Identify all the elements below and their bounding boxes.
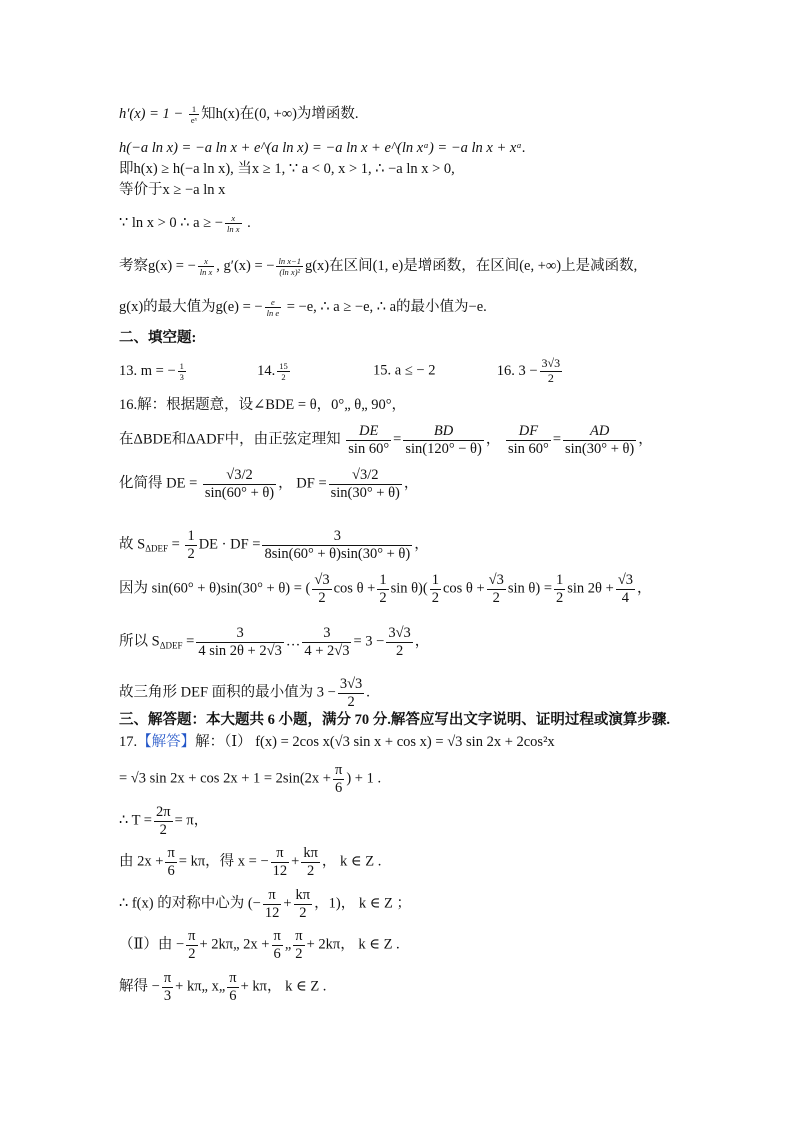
fraction — [403, 423, 484, 457]
math-text: 三、解答题：本大题共 6 小题，满分 70 分.解答应写出文字说明、证明过程或演算步骤. — [119, 712, 670, 728]
math-text: ， k ∈ Z . — [321, 853, 382, 870]
math-text: 3√3 — [388, 625, 411, 641]
fraction — [346, 423, 391, 457]
math-text: sin(120° − θ) — [405, 440, 482, 457]
math-text: 2 — [395, 642, 404, 659]
line-inequality — [119, 162, 455, 177]
math-text: DE — [346, 423, 391, 441]
math-text: 二、填空题: — [119, 330, 197, 346]
fraction — [616, 572, 635, 606]
solution-16-area — [119, 528, 429, 562]
fraction — [277, 361, 290, 382]
math-text: sin θ) = — [507, 580, 553, 597]
fraction — [263, 887, 282, 921]
math-text: √3/2 — [329, 467, 402, 485]
fraction — [293, 928, 304, 962]
fraction — [272, 928, 283, 962]
line-equivalent — [119, 183, 225, 198]
fraction — [185, 528, 196, 562]
math-text: ln e — [266, 308, 280, 319]
math-text: eˣ — [190, 115, 198, 126]
math-text: = 3 − — [353, 633, 385, 650]
math-text: sin θ)( — [390, 580, 428, 597]
math-text: 3√3 — [541, 356, 561, 370]
math-text: 2 — [299, 904, 307, 921]
math-text: π — [167, 845, 175, 861]
math-text: 1 — [556, 572, 564, 588]
math-text: √3 — [314, 572, 330, 588]
math-text: . — [366, 684, 370, 701]
math-text: = — [552, 431, 562, 448]
fraction — [563, 423, 636, 457]
math-text: π — [273, 928, 281, 944]
fraction — [386, 625, 412, 659]
fraction — [506, 423, 551, 457]
math-text: 故三角形 DEF 面积的最小值为 3 − — [119, 684, 336, 701]
fraction — [377, 572, 388, 606]
math-text: 2 — [492, 589, 500, 606]
answer-15: 15. a ≤ − 2 — [373, 362, 436, 379]
fraction — [312, 572, 331, 606]
math-text: sin(60° + θ) — [204, 484, 275, 501]
math-text: √3 — [617, 572, 634, 588]
math-text: sin(30° + θ) — [565, 440, 635, 457]
math-text: 1 — [179, 360, 184, 371]
math-text: BD — [403, 423, 484, 441]
solution-16-therefore — [119, 625, 429, 659]
math-text: cos θ + — [442, 580, 485, 597]
math-text: 2π — [156, 804, 171, 820]
fraction — [225, 213, 242, 234]
math-text: (ln x)² — [279, 267, 301, 278]
math-text: ， — [414, 536, 429, 553]
solution-16-intro — [119, 398, 406, 413]
answer-tag: 【解答】 — [137, 734, 196, 750]
math-text: e — [265, 297, 282, 308]
fraction — [271, 845, 290, 879]
solution-17-part1 — [119, 735, 555, 750]
math-text: 2 — [281, 371, 286, 382]
fraction — [198, 256, 215, 277]
math-text: h(−a ln x) = −a ln x + e^(a ln x) = −a ln x + e^(ln xᵃ) = −a ln x + xᵃ. — [119, 140, 526, 156]
fill-answers — [119, 357, 564, 386]
math-text: 3 — [302, 625, 351, 643]
math-text: ，1)， k ∈ Z ； — [314, 895, 412, 912]
math-text: DF — [506, 423, 551, 441]
math-text: π — [163, 970, 172, 986]
math-text: + — [283, 895, 292, 912]
math-text: ， — [637, 580, 652, 597]
solution-16-conclusion — [119, 676, 370, 710]
math-text: π — [263, 887, 282, 905]
math-text: sin(30° + θ) — [330, 484, 400, 501]
math-text: 3 — [179, 371, 184, 382]
math-text: ln x — [226, 224, 240, 235]
math-text: h′(x) = 1 − — [119, 106, 187, 123]
math-text: cos θ + — [333, 580, 376, 597]
math-text: , g′(x) = − — [216, 258, 275, 275]
math-text: „ — [284, 936, 292, 953]
math-text: ， — [403, 475, 419, 492]
math-text: 1 — [189, 104, 199, 115]
math-text: ln x — [199, 267, 213, 278]
math-text: 17. — [119, 734, 138, 750]
math-text: 2 — [306, 862, 315, 879]
math-text: 2 — [295, 945, 303, 962]
fraction — [154, 804, 173, 838]
math-text: 6 — [167, 862, 175, 879]
math-text: 2 — [188, 945, 196, 962]
math-text: + kπ„ x„ — [175, 978, 226, 995]
solution-16-simplify — [119, 467, 418, 501]
math-text: 8sin(60° + θ)sin(30° + θ) — [264, 545, 411, 562]
math-text: sin 60° — [507, 440, 549, 457]
fraction — [333, 762, 344, 796]
math-text: 3 — [262, 528, 412, 546]
math-text: + — [291, 853, 300, 870]
math-text: √3/2 — [203, 467, 276, 485]
fraction — [162, 970, 173, 1004]
math-text: ∵ ln x > 0 ∴ a ≥ − — [119, 215, 223, 232]
answer-14: 14. $\frac{15}{2}$ — [257, 360, 288, 382]
fraction — [203, 467, 276, 501]
math-text: g(x)在区间(1, e)是增函数，在区间(e, +∞)上是减函数, — [304, 258, 638, 275]
solution-17-range — [119, 970, 326, 1004]
math-text: √3 — [488, 572, 504, 588]
solution-17-part2 — [119, 928, 400, 962]
fraction — [302, 625, 351, 659]
solution-17-solve — [119, 845, 381, 879]
solution-16-sine-law — [119, 423, 653, 457]
math-text: 1 — [379, 572, 387, 588]
math-text: ) + 1 . — [346, 770, 382, 787]
math-text: 6 — [335, 779, 343, 796]
math-text: 6 — [273, 945, 281, 962]
answer-16: 16. 3 − $\frac{3√3}{2}$ — [496, 356, 561, 385]
math-text: sin 60° — [348, 440, 390, 457]
fraction — [554, 572, 565, 606]
fraction — [165, 845, 176, 879]
math-text: ΔDEF — [159, 640, 183, 651]
math-text: 3√3 — [339, 676, 363, 692]
solution-17-simplify — [119, 762, 381, 796]
fraction — [338, 676, 364, 710]
math-text: + 2kπ， k ∈ Z . — [306, 936, 400, 953]
math-text: ， — [485, 431, 501, 448]
fraction — [301, 845, 320, 879]
solution-16-product — [119, 572, 652, 606]
math-text: 15 — [279, 360, 288, 371]
math-text: + 2kπ„ 2x + — [199, 936, 270, 953]
math-text: 2 — [556, 589, 564, 606]
math-text: = — [393, 431, 402, 448]
math-text: kπ — [295, 887, 311, 903]
fraction — [540, 357, 563, 386]
math-text: = — [182, 633, 195, 650]
math-text: 2 — [379, 589, 387, 606]
math-text: ln x−1 — [278, 256, 301, 266]
math-text: 由 2x + — [119, 853, 164, 870]
fraction — [227, 970, 238, 1004]
math-text: 故 S — [119, 536, 146, 553]
fraction — [178, 361, 186, 382]
math-text: = −e, ∴ a ≥ −e, ∴ a的最小值为−e. — [283, 299, 487, 316]
math-text: 解得 − — [119, 978, 160, 995]
solution-17-period — [119, 804, 208, 838]
fraction — [189, 104, 199, 125]
fraction — [196, 625, 284, 659]
math-text: 1 — [187, 528, 195, 544]
math-text: 知h(x)在(0, +∞)为增函数. — [201, 106, 359, 123]
math-text: 6 — [229, 987, 237, 1004]
math-text: 等价于x ≥ −a ln x — [119, 182, 226, 198]
math-text: π — [295, 928, 303, 944]
math-text: 4 sin 2θ + 2√3 — [198, 642, 282, 659]
math-text: sin 2θ + — [567, 580, 614, 597]
math-text: DE · DF = — [198, 536, 261, 553]
line-h-derivative — [119, 104, 359, 125]
line-g-max — [119, 297, 487, 318]
math-text: g(x)的最大值为g(e) = − — [119, 299, 263, 316]
math-text: （Ⅱ）由 − — [119, 936, 185, 953]
math-text: 12 — [272, 862, 288, 879]
math-text: ， — [414, 633, 430, 650]
fraction — [430, 572, 441, 606]
math-text: 化简得 DE = — [119, 475, 198, 492]
math-text: x — [225, 213, 242, 224]
math-text: ， DF = — [278, 475, 327, 492]
line-consider-g — [119, 256, 637, 277]
math-text: ∴ T = — [119, 812, 152, 829]
math-text: 考察g(x) = − — [119, 258, 196, 275]
math-text: 4 — [621, 589, 630, 606]
fraction — [186, 928, 197, 962]
math-text: 即h(x) ≥ h(−a ln x), 当x ≥ 1, ∵ a < 0, x > 1, ∴ −a ln x > 0, — [119, 161, 455, 177]
fraction — [265, 297, 282, 318]
math-text: 所以 S — [119, 633, 160, 650]
math-text: 2 — [431, 589, 439, 606]
math-text: 4 + 2√3 — [304, 642, 350, 659]
math-text: 16.解：根据题意，设∠BDE = θ，0°„ θ„ 90°， — [119, 397, 407, 413]
math-text: + kπ， k ∈ Z . — [240, 978, 327, 995]
math-text: π — [229, 970, 237, 986]
math-text: 在ΔBDE和ΔADF中，由正弦定理知 — [119, 431, 341, 448]
solution-17-center — [119, 887, 411, 921]
math-text: 2 — [318, 589, 326, 606]
math-text: 2 — [159, 821, 167, 838]
math-text: 12 — [264, 904, 280, 921]
math-text: kπ — [303, 845, 318, 861]
math-text: ∴ f(x) 的对称中心为 (− — [119, 895, 261, 912]
math-text: = π， — [174, 812, 209, 829]
fraction — [276, 256, 303, 277]
math-text: 2 — [347, 693, 355, 710]
fraction — [262, 528, 412, 562]
math-text: 1 — [431, 572, 439, 588]
math-text: = kπ，得 x = − — [178, 853, 269, 870]
answer-13: 13. m = − $\frac{1}{3}$ — [119, 360, 184, 382]
math-text: π — [334, 762, 343, 778]
math-text: 因为 sin(60° + θ)sin(30° + θ) = ( — [119, 580, 311, 597]
math-text: AD — [563, 423, 636, 441]
math-text: x — [198, 256, 215, 267]
section-heading-fill-in — [119, 331, 196, 346]
math-text: . — [243, 215, 251, 232]
line-h-expression — [119, 141, 526, 156]
section-heading-answers — [119, 713, 670, 728]
fraction — [487, 572, 506, 606]
math-text: 2 — [187, 545, 195, 562]
math-text: = √3 sin 2x + cos 2x + 1 = 2sin(2x + — [119, 770, 331, 787]
math-text: 3 — [163, 987, 172, 1004]
math-text: 3 — [196, 625, 284, 643]
math-text: ΔDEF — [145, 543, 168, 554]
math-text: = — [168, 536, 184, 553]
math-text: π — [188, 928, 196, 944]
math-text: ， — [638, 431, 653, 448]
fraction — [294, 887, 313, 921]
line-a-bound — [119, 213, 251, 234]
math-text: 2 — [547, 370, 554, 385]
math-text: … — [285, 633, 301, 650]
math-text: 解：（Ⅰ） f(x) = 2cos x(√3 sin x + cos x) = √3 sin 2x + 2cos²x — [195, 734, 555, 750]
fraction — [329, 467, 402, 501]
math-text: π — [271, 845, 290, 863]
